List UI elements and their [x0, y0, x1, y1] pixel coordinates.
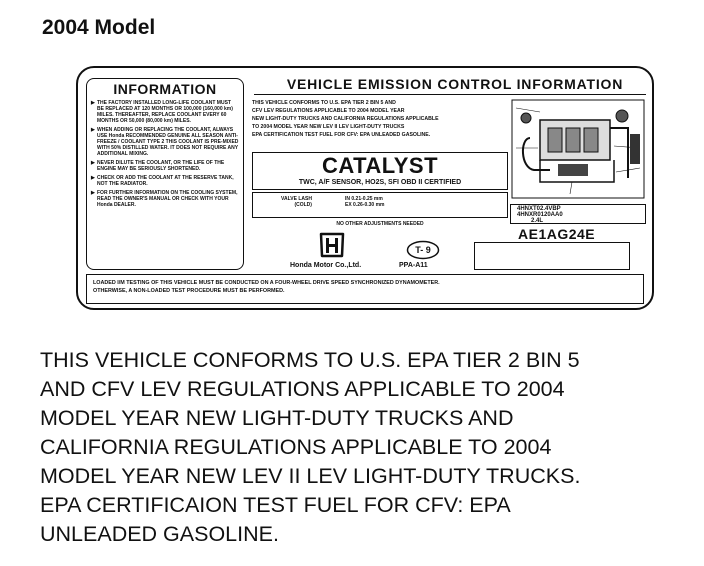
- information-item: ▶ NEVER DILUTE THE COOLANT, OR THE LIFE OF THE ENGINE MAY BE SERIOUSLY SHORTENED.: [91, 160, 239, 172]
- manufacturer-name: Honda Motor Co.,Ltd.: [290, 262, 362, 269]
- no-adjustments-note: NO OTHER ADJUSTMENTS NEEDED: [336, 221, 424, 227]
- t9-label: T- 9: [415, 245, 431, 255]
- valve-lash-values: [345, 196, 384, 208]
- loaded-testing-box: [86, 274, 644, 304]
- valve-lash-title: VALVE LASH: [281, 196, 312, 202]
- valve-lash-label: [281, 196, 312, 208]
- valve-lash-box: [252, 192, 508, 218]
- valve-lash-cold: (COLD): [294, 202, 312, 208]
- engine-code: 4HNXR0120AA0: [517, 212, 563, 218]
- model-title: 2004 Model: [42, 16, 156, 39]
- honda-logo-icon: [318, 232, 346, 258]
- ppa-code: PPA-A11: [399, 262, 428, 269]
- information-item: ▶ FOR FURTHER INFORMATION ON THE COOLING SYSTEM, READ THE OWNER'S MANUAL OR CHECK WITH YOUR Honda DEALER.: [91, 190, 239, 208]
- information-item: ▶ WHEN ADDING OR REPLACING THE COOLANT, ALWAYS USE Honda RECOMMENDED GENUINE ALL SEASON ANTI-FREEZE / COOLANT TYPE 2 THIS COOLANT IS PRE-MIXED WITH 50% DISTILLED WATER. IT DOES NOT REQUIRE ANY ADDITIONAL MIXING.: [91, 127, 239, 157]
- caption-line: AND CFV LEV REGULATIONS APPLICABLE TO 2004: [40, 377, 565, 401]
- engine-code: 4HNXT02.4VBP: [517, 206, 561, 212]
- conformance-line: CFV LEV REGULATIONS APPLICABLE TO 2004 MODEL YEAR: [252, 108, 405, 114]
- conformance-line: THIS VEHICLE CONFORMS TO U.S. EPA TIER 2 BIN 5 AND: [252, 100, 396, 106]
- information-item: ▶ CHECK OR ADD THE COOLANT AT THE RESERVE TANK, NOT THE RADIATOR.: [91, 175, 239, 187]
- conformance-line: NEW LIGHT-DUTY TRUCKS AND CALIFORNIA REGULATIONS APPLICABLE: [252, 116, 439, 122]
- conformance-text: [252, 99, 510, 139]
- loaded-testing-line: LOADED I/M TESTING OF THIS VEHICLE MUST BE CONDUCTED ON A FOUR-WHEEL DRIVE SPEED SYNCHRONIZED DYNAMOMETER.: [93, 280, 440, 286]
- conformance-caption: [40, 346, 680, 549]
- label-part-code: AE1AG24E: [518, 226, 596, 242]
- emission-label: [76, 66, 654, 310]
- information-box: [86, 78, 244, 270]
- caption-line: MODEL YEAR NEW LEV II LEV LIGHT-DUTY TRUCKS.: [40, 464, 581, 488]
- blank-box: [474, 242, 630, 270]
- caption-line: MODEL YEAR NEW LIGHT-DUTY TRUCKS AND: [40, 406, 514, 430]
- caption-line: EPA CERTIFICAION TEST FUEL FOR CFV: EPA: [40, 493, 511, 517]
- displacement: 2.4L: [531, 218, 544, 224]
- catalyst-box: [252, 152, 508, 190]
- caption-line: CALIFORNIA REGULATIONS APPLICABLE TO 2004: [40, 435, 552, 459]
- valve-lash-intake: IN 0.21-0.25 mm: [345, 196, 383, 202]
- conformance-line: EPA CERTIFICATION TEST FUEL FOR CFV: EPA UNLEADED GASOLINE.: [252, 132, 431, 138]
- engine-diagram-icon: [510, 98, 646, 200]
- information-title: INFORMATION: [113, 81, 217, 97]
- loaded-testing-line: OTHERWISE, A NON-LOADED TEST PROCEDURE MUST BE PERFORMED.: [93, 288, 285, 294]
- t9-badge: [406, 240, 440, 260]
- sensor-line: TWC, A/F SENSOR, HO2S, SFI OBD II CERTIFIED: [298, 179, 462, 186]
- information-list: [91, 100, 239, 208]
- caption-line: UNLEADED GASOLINE.: [40, 522, 279, 546]
- valve-lash-exhaust: EX 0.26-0.30 mm: [345, 202, 385, 208]
- catalyst-heading: CATALYST: [321, 153, 439, 178]
- title-divider: [254, 94, 646, 95]
- caption-line: THIS VEHICLE CONFORMS TO U.S. EPA TIER 2 BIN 5: [40, 348, 580, 372]
- information-item: ▶ THE FACTORY INSTALLED LONG-LIFE COOLANT MUST BE REPLACED AT 120 MONTHS OR 100,000 (160,000 km) MILES. THEREAFTER, REPLACE COOLANT EVERY 60 MONTHS OR 50,000 (80,000 km) MILES.: [91, 100, 239, 124]
- vehicle-emission-title: VEHICLE EMISSION CONTROL INFORMATION: [286, 76, 624, 92]
- engine-family-codes: [510, 204, 646, 224]
- conformance-line: TO 2004 MODEL YEAR NEW LEV II LEV LIGHT-DUTY TRUCKS: [252, 124, 405, 130]
